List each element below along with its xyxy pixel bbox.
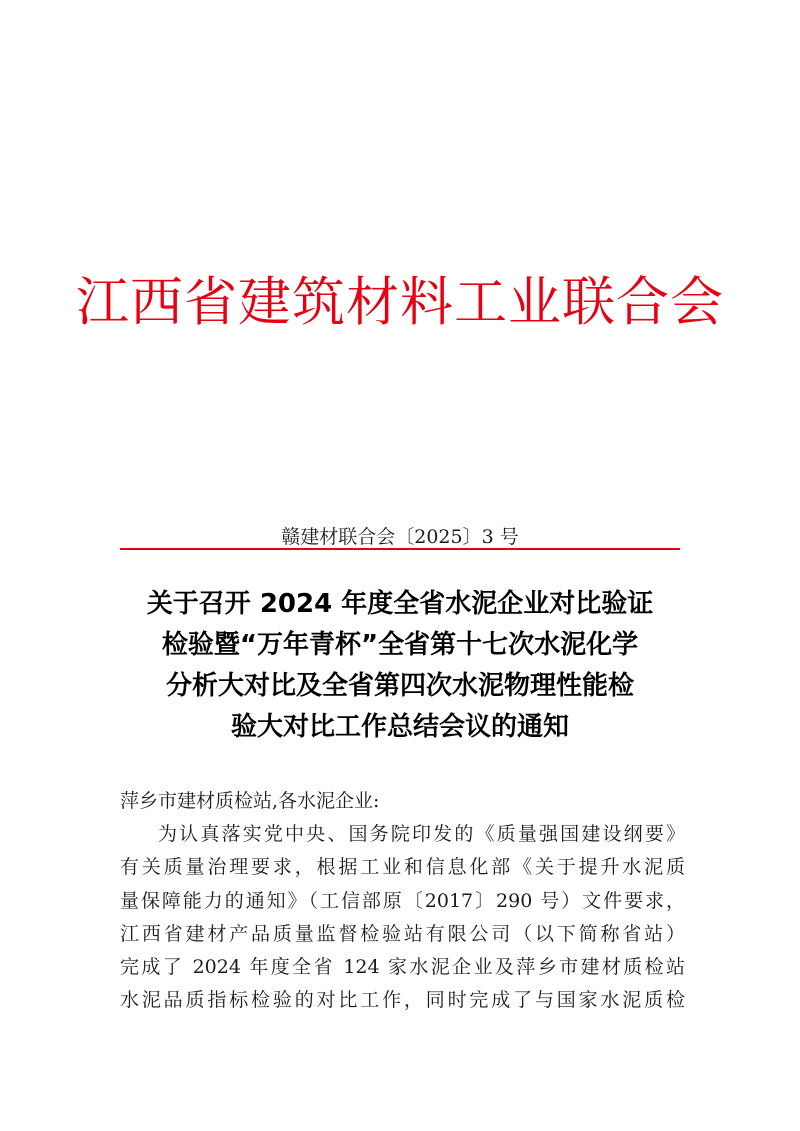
paragraph-line: 为认真落实党中央、国务院印发的《质量强国建设纲要》 xyxy=(158,823,685,845)
red-divider-line xyxy=(120,548,680,550)
paragraph-line: 江西省建材产品质量监督检验站有限公司（以下简称省站） xyxy=(120,922,685,945)
paragraph-line: 完成了 2024 年度全省 124 家水泥企业及萍乡市建材质检站 xyxy=(120,956,685,979)
addressee-line: 萍乡市建材质检站,各水泥企业: xyxy=(120,790,380,812)
notice-title-line: 关于召开 2024 年度全省水泥企业对比验证 xyxy=(146,589,654,619)
paragraph-line: 有关质量治理要求，根据工业和信息化部《关于提升水泥质 xyxy=(120,856,685,879)
body-paragraph xyxy=(120,818,685,1018)
notice-title-line: 分析大对比及全省第四次水泥物理性能检 xyxy=(165,671,634,701)
notice-title xyxy=(110,584,690,748)
notice-body xyxy=(120,784,685,1018)
issuing-organization-title: 江西省建筑材料工业联合会 xyxy=(76,272,724,333)
paragraph-line: 水泥品质指标检验的对比工作，同时完成了与国家水泥质检 xyxy=(120,989,685,1012)
document-number: 赣建材联合会〔2025〕3 号 xyxy=(281,526,519,548)
notice-title-line: 检验暨“万年青杯”全省第十七次水泥化学 xyxy=(161,630,639,660)
paragraph-line: 量保障能力的通知》（工信部原〔2017〕290 号）文件要求， xyxy=(120,889,685,912)
notice-title-line: 验大对比工作总结会议的通知 xyxy=(230,712,569,742)
